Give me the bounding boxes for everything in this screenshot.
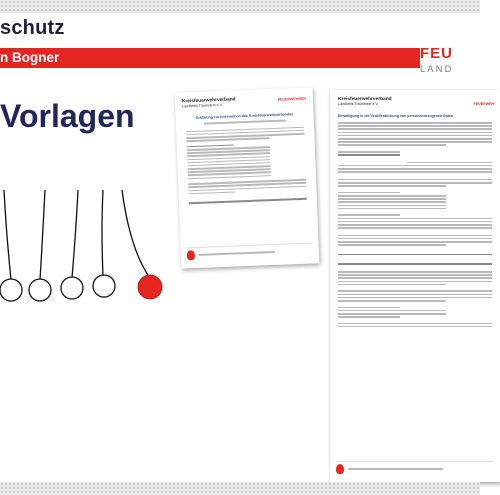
doc2-logo: FEUERWEH bbox=[473, 102, 494, 106]
doc1-logo: FEUERWEHREN bbox=[277, 96, 307, 102]
doc2-heading: Einwilligung in die Veröffentlichung von personenbezogenen Daten bbox=[338, 114, 454, 118]
cradle-ball bbox=[93, 275, 115, 297]
brand-line-2: LAND bbox=[420, 64, 454, 75]
doc1-sub: Landkreis Traunstein e.V. bbox=[182, 102, 223, 109]
section-title: Vorlagen bbox=[0, 98, 135, 134]
doc1-heading: Erklärung zur Intervention des Kreisfeuerwehrverbandes bbox=[196, 112, 294, 120]
cradle-ball bbox=[0, 279, 22, 301]
doc1-footer bbox=[187, 243, 313, 263]
doc2-footer bbox=[336, 461, 494, 476]
bottom-dotted-border bbox=[0, 482, 480, 495]
doc2-sub: Landkreis Traunstein e.V. bbox=[338, 102, 379, 106]
doc2-org: Kreisfeuerwehrverband bbox=[338, 97, 392, 102]
brand-logo bbox=[420, 46, 480, 75]
cradle-ball bbox=[61, 277, 83, 299]
doc1-org: Kreisfeuerwehrverband bbox=[181, 97, 236, 105]
flame-icon bbox=[336, 464, 344, 474]
brand-line-1: FEU bbox=[420, 45, 453, 62]
cradle-ball bbox=[29, 279, 51, 301]
cradle-ball-red bbox=[138, 275, 162, 299]
document-thumbnail-1[interactable] bbox=[175, 87, 320, 268]
top-dotted-border bbox=[0, 0, 480, 13]
page-header-title: schutz bbox=[0, 17, 65, 39]
author-band bbox=[0, 48, 420, 68]
author-name: n Bogner bbox=[0, 50, 60, 65]
flame-icon bbox=[187, 250, 195, 260]
document-thumbnail-2[interactable] bbox=[330, 90, 500, 482]
newtons-cradle-illustration bbox=[0, 190, 175, 310]
